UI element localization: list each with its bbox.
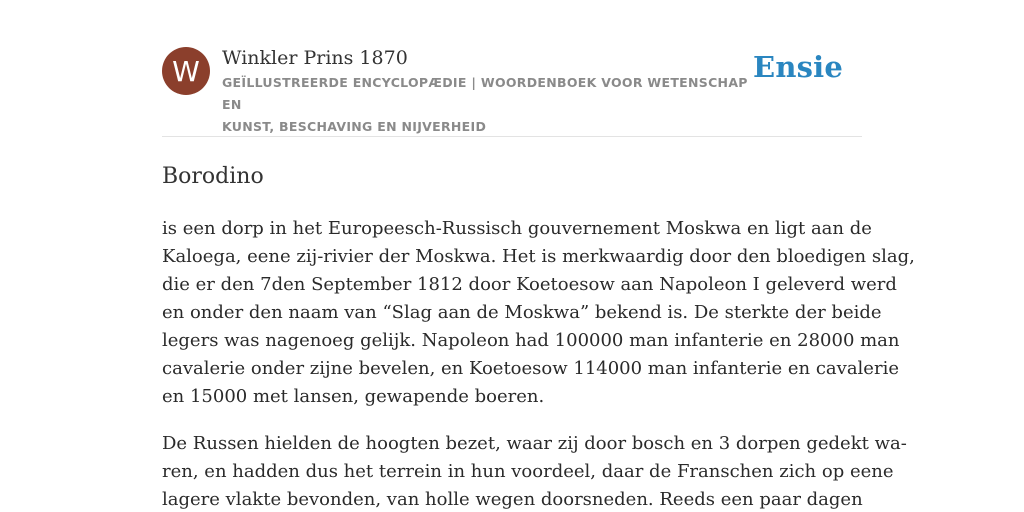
paragraph-line: en 15000 met lansen, gewapende boeren. (162, 386, 545, 407)
article-paragraph (162, 430, 907, 512)
paragraph-line: die er den 7den September 1812 door Koetoesow aan Napoleon I geleverd werd (162, 274, 897, 295)
subtitle-line: GEÏLLUSTREERDE ENCYCLOPÆDIE | WOORDENBOEK VOOR WETENSCHAP EN (222, 75, 748, 112)
site-titles (222, 44, 752, 138)
paragraph-line: Kaloega, eene zij-rivier der Moskwa. Het is merkwaardig door den bloedigen slag, (162, 246, 915, 267)
subtitle-line: KUNST, BESCHAVING EN NIJVERHEID (222, 119, 487, 134)
paragraph-line: legers was nagenoeg gelijk. Napoleon had 100000 man infanterie en 28000 man (162, 330, 900, 351)
site-header (162, 44, 862, 137)
paragraph-line: is een dorp in het Europeesch-Russisch gouvernement Moskwa en ligt aan de (162, 218, 872, 239)
paragraph-line: De Russen hielden de hoogten bezet, waar zij door bosch en 3 dorpen gedekt wa- (162, 433, 907, 454)
paragraph-line: cavalerie onder zijne bevelen, en Koetoesow 114000 man infanterie en cavalerie (162, 358, 899, 379)
ensie-logo-link[interactable]: Ensie (753, 50, 843, 84)
site-title[interactable]: Winkler Prins 1870 (222, 47, 408, 69)
article-title: Borodino (162, 164, 264, 189)
paragraph-line: ren, en hadden dus het terrein in hun voordeel, daar de Franschen zich op eene (162, 461, 894, 482)
page-container (162, 44, 915, 512)
paragraph-line: lagere vlakte bevonden, van holle wegen doorsneden. Reeds een paar dagen (162, 489, 863, 510)
avatar[interactable]: W (162, 47, 210, 95)
article-paragraph (162, 215, 915, 411)
site-subtitle (222, 72, 752, 138)
paragraph-line: en onder den naam van “Slag aan de Moskwa” bekend is. De sterkte der beide (162, 302, 882, 323)
